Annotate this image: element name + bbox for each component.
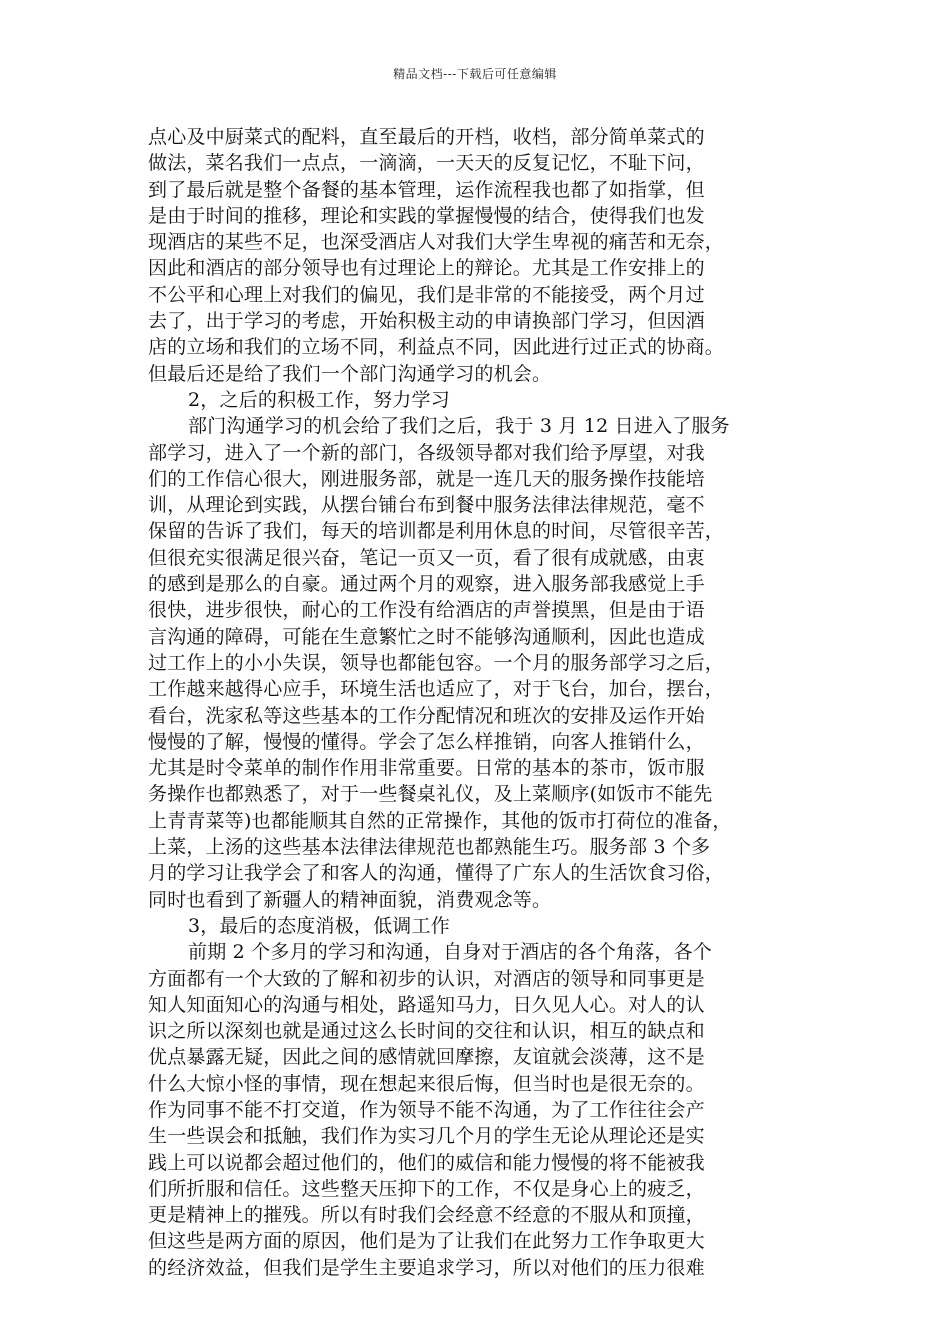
text-line: 现酒店的某些不足，也深受酒店人对我们大学生卑视的痛苦和无奈， xyxy=(148,231,725,254)
text-line: 部学习，进入了一个新的部门，各级领导都对我们给予厚望，对我 xyxy=(148,441,705,464)
paragraph-start-line: 3，最后的态度消极，低调工作 xyxy=(188,914,450,937)
text-line: 尤其是时令菜单的制作作用非常重要。日常的基本的茶市，饭市服 xyxy=(148,757,705,780)
text-line: 慢慢的了解，慢慢的懂得。学会了怎么样推销，向客人推销什么， xyxy=(148,730,705,753)
text-line: 保留的告诉了我们，每天的培训都是利用休息的时间，尽管很辛苦， xyxy=(148,520,725,543)
text-line: 的感到是那么的自豪。通过两个月的观察，进入服务部我感觉上手 xyxy=(148,573,705,596)
text-line: 训，从理论到实践，从摆台铺台布到餐中服务法律法律规范，毫不 xyxy=(148,494,705,517)
text-line: 是由于时间的推移，理论和实践的掌握慢慢的结合，使得我们也发 xyxy=(148,204,705,227)
text-line: 看台，洗家私等这些基本的工作分配情况和班次的安排及运作开始 xyxy=(148,704,705,727)
text-line: 去了，出于学习的考虑，开始积极主动的申请换部门学习，但因酒 xyxy=(148,310,705,333)
text-line: 过工作上的小小失误，领导也都能包容。一个月的服务部学习之后， xyxy=(148,651,725,674)
document-body xyxy=(148,124,834,1281)
text-line: 到了最后就是整个备餐的基本管理，运作流程我也都了如指掌，但 xyxy=(148,178,705,201)
text-line: 优点暴露无疑，因此之间的感情就回摩擦，友谊就会淡薄，这不是 xyxy=(148,1046,705,1069)
text-line: 识之所以深刻也就是通过这么长时间的交往和认识，相互的缺点和 xyxy=(148,1020,705,1043)
text-line: 月的学习让我学会了和客人的沟通，懂得了广东人的生活饮食习俗， xyxy=(148,862,725,885)
text-line: 言沟通的障碍，可能在生意繁忙之时不能够沟通顺利，因此也造成 xyxy=(148,625,705,648)
text-line: 但最后还是给了我们一个部门沟通学习的机会。 xyxy=(148,362,552,385)
text-line: 但这些是两方面的原因，他们是为了让我们在此努力工作争取更大 xyxy=(148,1230,705,1253)
text-line: 工作越来越得心应手，环境生活也适应了，对于飞台，加台，摆台， xyxy=(148,678,725,701)
text-line: 践上可以说都会超过他们的，他们的威信和能力慢慢的将不能被我 xyxy=(148,1151,705,1174)
text-line: 的经济效益，但我们是学生主要追求学习，所以对他们的压力很难 xyxy=(148,1256,705,1279)
page-header: 精品文档---下载后可任意编辑 xyxy=(393,67,557,81)
paragraph-start-line: 2，之后的积极工作，努力学习 xyxy=(188,388,450,411)
paragraph-start-line: 部门沟通学习的机会给了我们之后，我于 3 月 12 日进入了服务 xyxy=(188,415,730,438)
text-line: 很快，进步很快，耐心的工作没有给酒店的声誉摸黑，但是由于语 xyxy=(148,599,705,622)
text-line: 务操作也都熟悉了，对于一些餐桌礼仪，及上菜顺序(如饭市不能先 xyxy=(148,783,713,806)
text-line: 更是精神上的摧残。所以有时我们会经意不经意的不服从和顶撞， xyxy=(148,1204,705,1227)
text-line: 点心及中厨菜式的配料，直至最后的开档，收档，部分简单菜式的 xyxy=(148,126,705,148)
text-line: 方面都有一个大致的了解和初步的认识，对酒店的领导和同事更是 xyxy=(148,967,705,990)
paragraph-start-line: 前期 2 个多月的学习和沟通，自身对于酒店的各个角落，各个 xyxy=(188,941,712,964)
text-line: 作为同事不能不打交道，作为领导不能不沟通，为了工作往往会产 xyxy=(148,1098,705,1121)
text-line: 店的立场和我们的立场不同，利益点不同，因此进行过正式的协商。 xyxy=(148,336,725,359)
text-line: 不公平和心理上对我们的偏见，我们是非常的不能接受，两个月过 xyxy=(148,283,705,306)
text-line: 什么大惊小怪的事情，现在想起来很后悔，但当时也是很无奈的。 xyxy=(148,1072,705,1095)
text-line: 因此和酒店的部分领导也有过理论上的辩论。尤其是工作安排上的 xyxy=(148,257,705,280)
text-line: 但很充实很满足很兴奋，笔记一页又一页，看了很有成就感，由衷 xyxy=(148,546,705,569)
text-line: 上菜，上汤的这些基本法律法律规范也都熟能生巧。服务部 3 个多 xyxy=(148,836,711,859)
text-line: 们所折服和信任。这些整天压抑下的工作，不仅是身心上的疲乏， xyxy=(148,1177,705,1200)
text-line: 同时也看到了新疆人的精神面貌，消费观念等。 xyxy=(148,888,552,911)
text-line: 知人知面知心的沟通与相处，路遥知马力，日久见人心。对人的认 xyxy=(148,993,705,1016)
text-line: 上青青菜等)也都能顺其自然的正常操作，其他的饭市打荷位的准备， xyxy=(148,809,732,832)
text-line: 生一些误会和抵触，我们作为实习几个月的学生无论从理论还是实 xyxy=(148,1125,705,1148)
text-line: 做法，菜名我们一点点，一滴滴，一天天的反复记忆，不耻下问， xyxy=(148,152,705,175)
text-line: 们的工作信心很大，刚进服务部，就是一连几天的服务操作技能培 xyxy=(148,467,705,490)
